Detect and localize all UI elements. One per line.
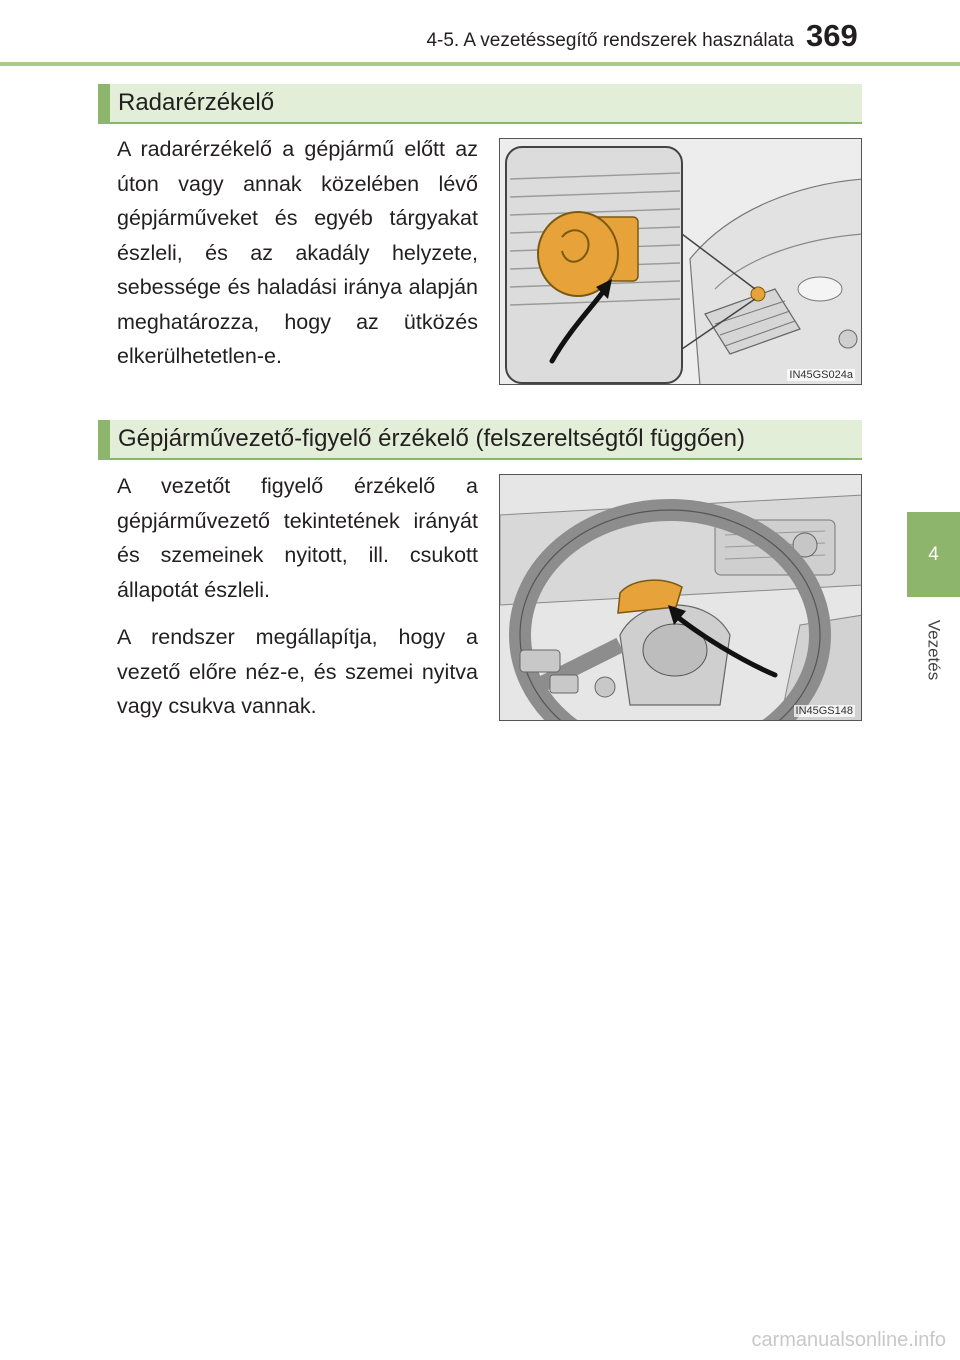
radar-paragraph: A radarérzékelő a gépjármű előtt az úton vagy annak közelében lévő gépjárműveket és egyéb tárgyakat észleli, és az akadály helyzete, sebessége és haladási iránya alapján meghatározza, hogy az ütközés elkerülhetetlen-e. [117,137,478,368]
chapter-number: 4 [928,543,939,565]
driver-monitor-paragraph-2: A rendszer megállapítja, hogy a vezető előre néz-e, és szemei nyitva vagy csukva vannak. [117,625,478,718]
chapter-label: Vezetés [924,619,943,681]
driver-monitor-paragraph-1: A vezetőt figyelő érzékelő a gépjárművezető tekintetének irányát és szemeinek nyitott, ill. csukott állapotát észleli. [117,474,478,602]
running-header: 4-5. A vezetéssegítő rendszerek használata [426,30,794,51]
radar-sensor-figure [499,138,862,385]
figure-code: IN45GS024a [789,369,853,381]
figure-code: IN45GS148 [795,705,853,717]
chapter-label-container [908,605,958,695]
section-heading-radar [98,84,862,124]
driver-monitor-figure [499,474,862,721]
footer-watermark: carmanualsonline.info [751,1329,946,1351]
radar-sensor-illustration [500,139,862,385]
driver-monitor-illustration [500,475,862,721]
page-number: 369 [806,18,858,53]
header-rule [0,62,960,66]
section-heading-text: Radarérzékelő [118,89,275,116]
section-heading-text: Gépjárművezető-figyelő érzékelő (felszereltségtől függően) [118,425,745,452]
section-heading-driver-monitor [98,420,862,460]
chapter-tab [907,512,960,597]
